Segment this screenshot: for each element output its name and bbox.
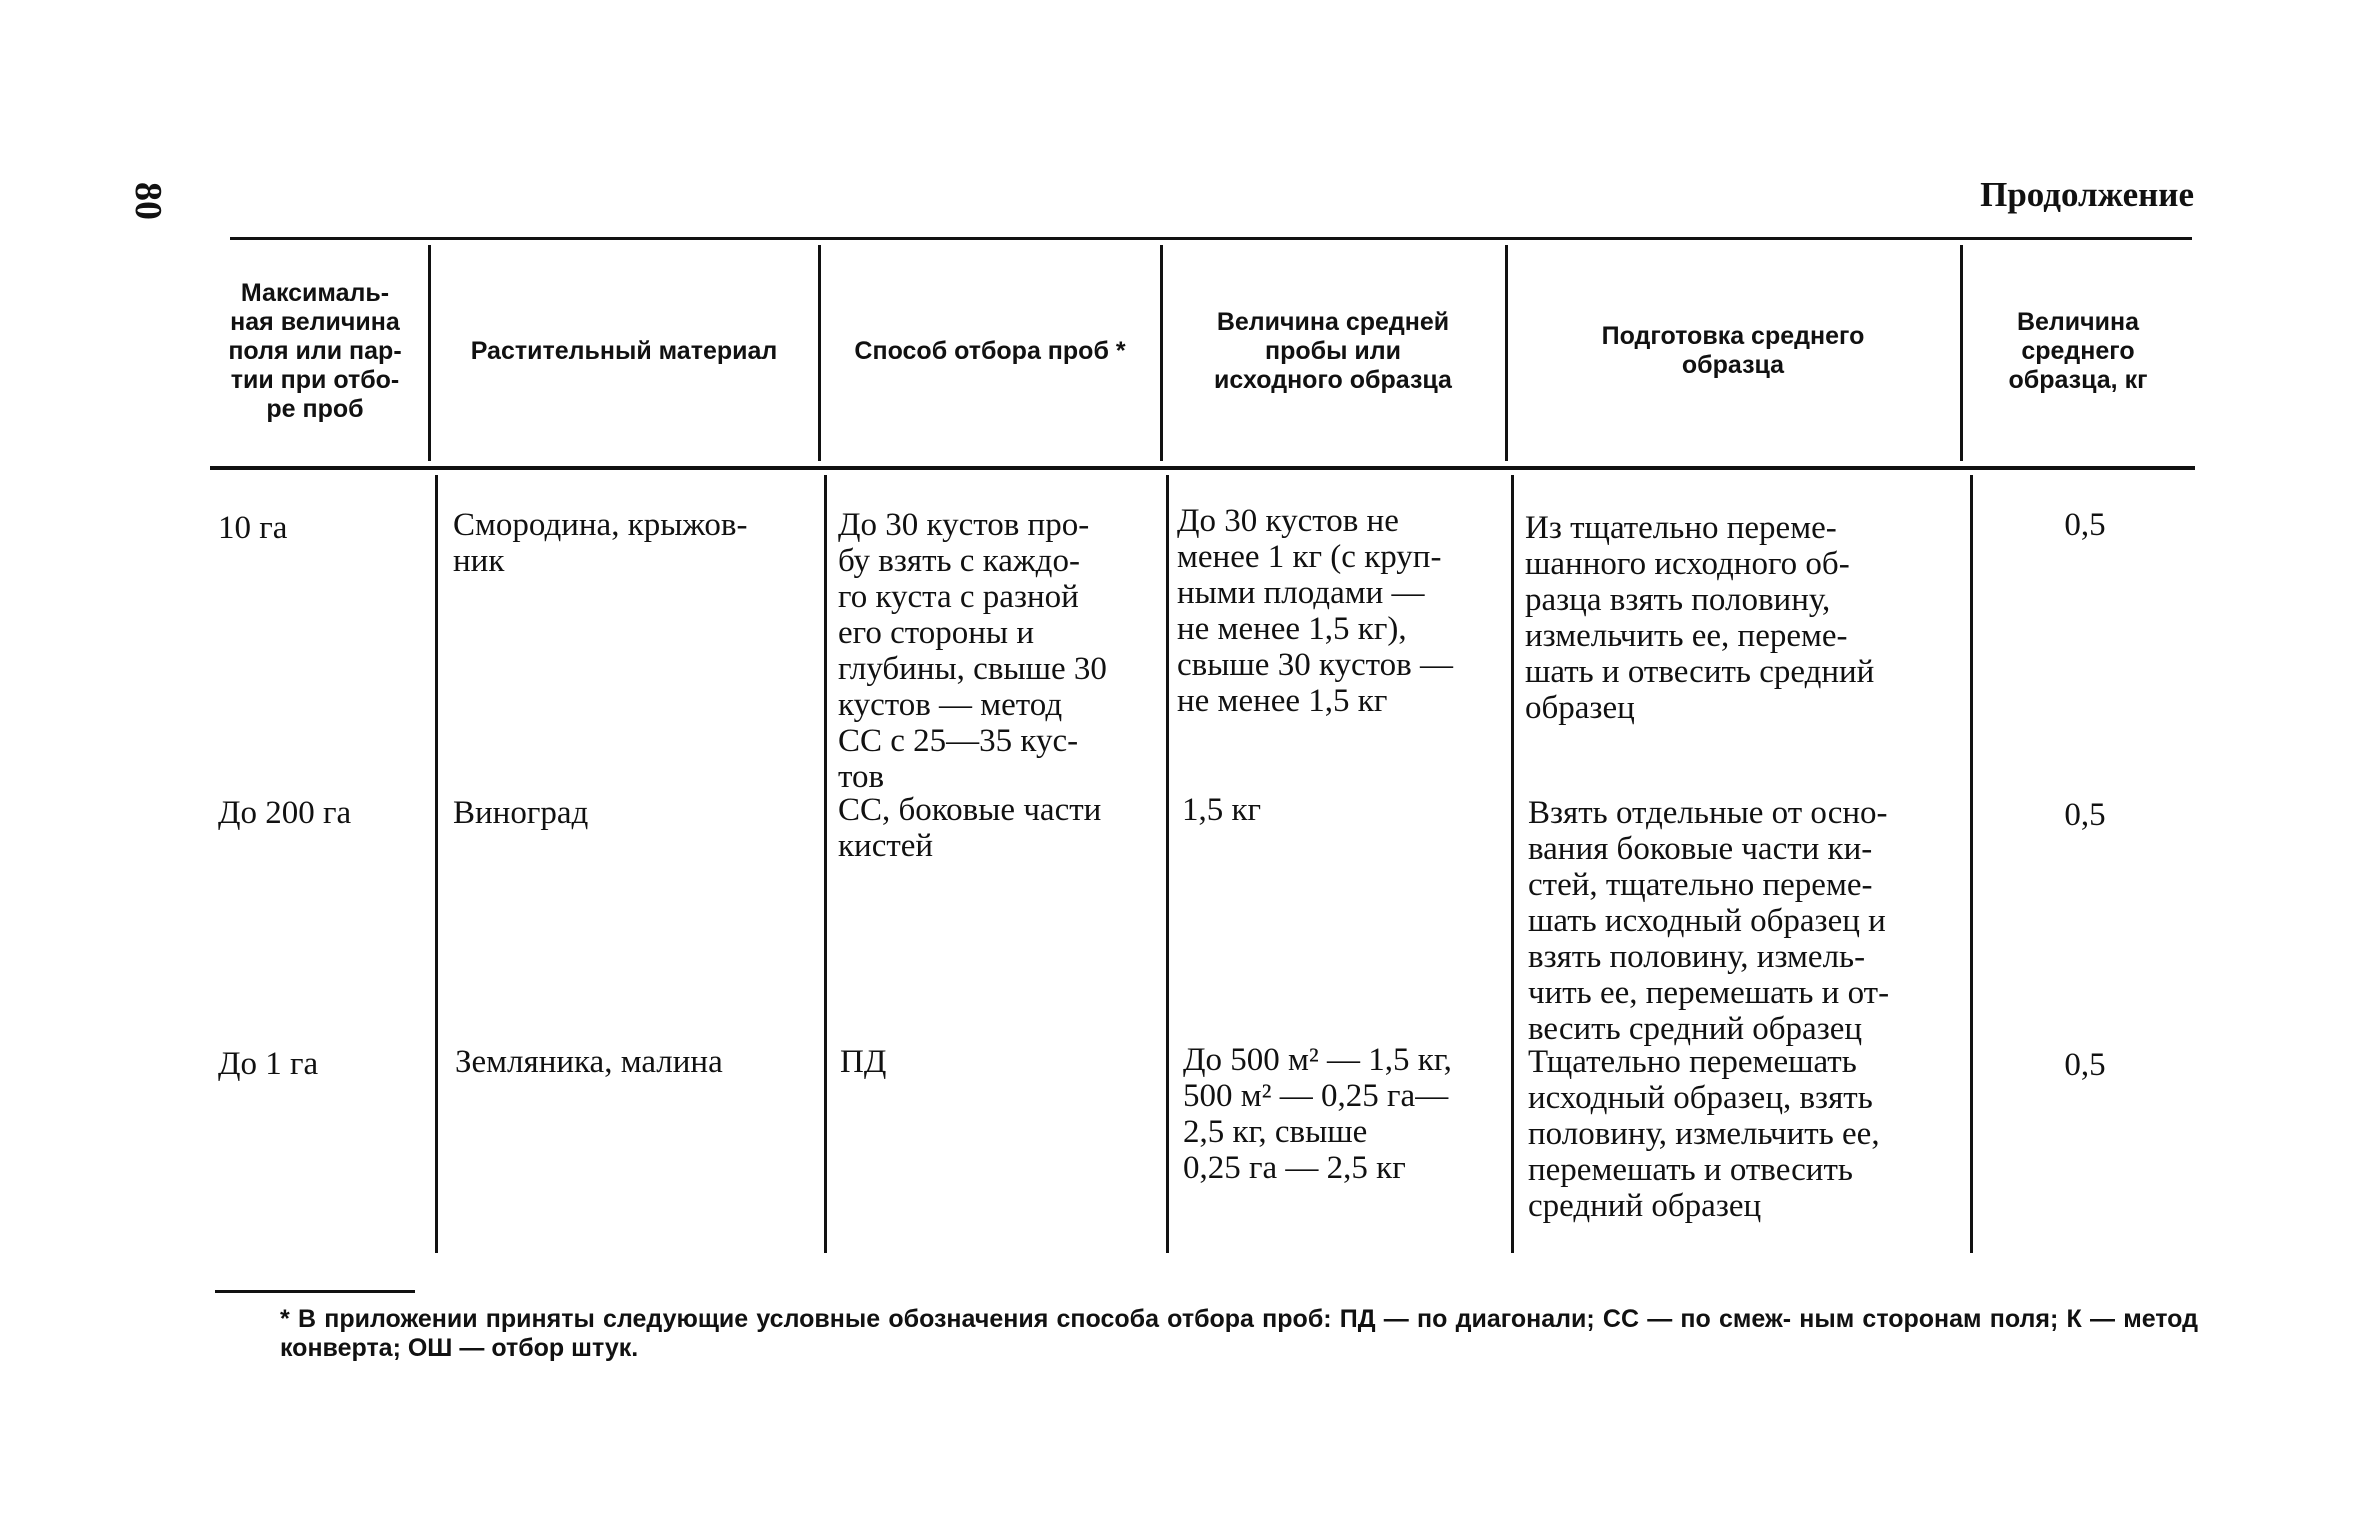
table-cell-method: ПД xyxy=(840,1044,887,1080)
table-cell-material: Смородина, крыжов- ник xyxy=(453,507,748,579)
body-divider xyxy=(435,475,438,1253)
header-bottom-rule xyxy=(210,466,2195,470)
table-cell-size: 10 га xyxy=(218,510,288,546)
table-cell-sample: До 30 кустов не менее 1 кг (с круп- ными плодами — не менее 1,5 кг), свыше 30 кустов — не менее 1,5 кг xyxy=(1177,503,1453,719)
table-cell-weight: 0,5 xyxy=(2064,797,2106,833)
body-divider xyxy=(824,475,827,1253)
table-cell-preparation: Из тщательно переме- шанного исходного об- разца взять половину, измельчить ее, переме- шать и отвесить средний образец xyxy=(1525,510,1875,726)
table-cell-material: Виноград xyxy=(453,795,589,831)
header-divider xyxy=(818,245,821,461)
body-divider xyxy=(1511,475,1514,1253)
header-divider xyxy=(428,245,431,461)
header-divider xyxy=(1505,245,1508,461)
body-divider xyxy=(1970,475,1973,1253)
table-cell-sample: 1,5 кг xyxy=(1182,792,1262,828)
header-plant-material: Растительный материал xyxy=(470,336,778,365)
header-sample-size: Величина средней пробы или исходного образца xyxy=(1214,307,1452,394)
footnote: * В приложении приняты следующие условные обозначения способа отбора проб: ПД — по диагонали; СС — по смеж- ным сторонам поля; К — метод конверта; ОШ — отбор штук. xyxy=(280,1305,2198,1362)
table-cell-method: СС, боковые части кистей xyxy=(838,792,1102,864)
body-divider xyxy=(1166,475,1169,1253)
table-cell-preparation: Взять отдельные от осно- вания боковые части ки- стей, тщательно переме- шать исходный образец и взять половину, измель- чить ее, перемешать и от- весить средний образец xyxy=(1528,795,1890,1047)
table-cell-material: Земляника, малина xyxy=(455,1044,723,1080)
header-sampling-method: Способ отбора проб * xyxy=(854,336,1126,365)
header-preparation: Подготовка среднего образца xyxy=(1601,322,1865,379)
header-divider xyxy=(1160,245,1163,461)
continuation-label: Продолжение xyxy=(1980,175,2194,214)
table-cell-preparation: Тщательно перемешать исходный образец, взять половину, измельчить ее, перемешать и отвесить средний образец xyxy=(1528,1044,1880,1224)
header-field-size: Максималь- ная величина поля или пар- тии при отбо- ре проб xyxy=(228,278,402,423)
table-cell-sample: До 500 м² — 1,5 кг, 500 м² — 0,25 га— 2,5 кг, свыше 0,25 га — 2,5 кг xyxy=(1183,1042,1452,1186)
table-cell-weight: 0,5 xyxy=(2064,507,2106,543)
page-number: 80 xyxy=(127,182,169,220)
table-cell-size: До 200 га xyxy=(218,795,352,831)
table-cell-size: До 1 га xyxy=(218,1046,319,1082)
table-cell-method: До 30 кустов про- бу взять с каждо- го куста с разной его стороны и глубины, свыше 30 кустов — метод СС с 25—35 кус- тов xyxy=(838,507,1107,795)
footnote-rule xyxy=(215,1290,415,1293)
table-top-rule xyxy=(230,237,2192,240)
table-cell-weight: 0,5 xyxy=(2064,1047,2106,1083)
header-divider xyxy=(1960,245,1963,461)
header-average-weight: Величина среднего образца, кг xyxy=(2008,307,2148,394)
